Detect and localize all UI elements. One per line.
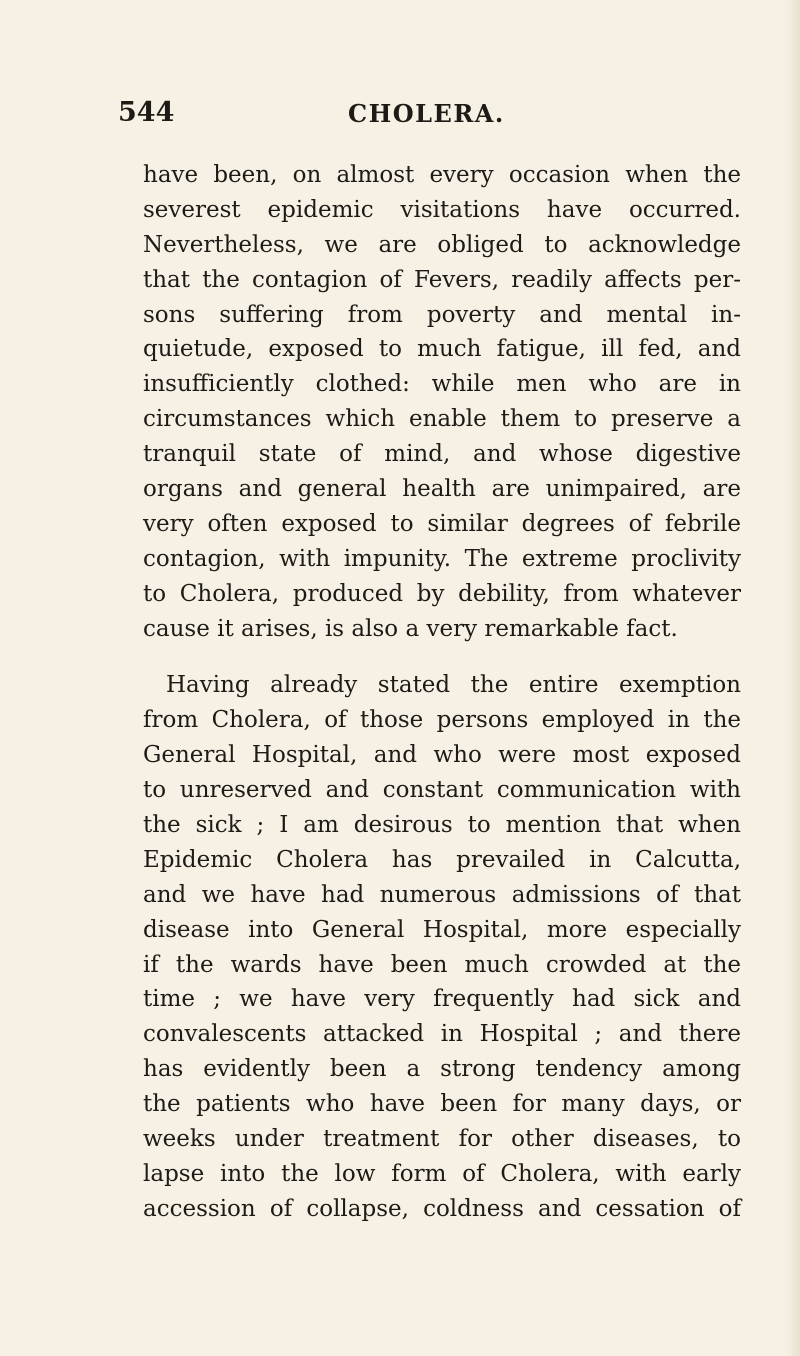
- page-number: 544: [118, 97, 175, 128]
- text-line: convalescents attacked in Hospital ; and there: [143, 1021, 741, 1048]
- text-line: cause it arises, is also a very remarkable fact.: [143, 615, 678, 642]
- text-line: sons suffering from poverty and mental in-: [143, 301, 741, 328]
- text-line: Epidemic Cholera has prevailed in Calcutta,: [143, 846, 741, 873]
- text-line: organs and general health are unimpaired, are: [143, 476, 741, 503]
- text-line: the sick ; I am desirous to mention that when: [143, 812, 741, 839]
- text-line: weeks under treatment for other diseases, to: [143, 1126, 741, 1153]
- text-line: tranquil state of mind, and whose digestive: [143, 441, 741, 468]
- text-line: very often exposed to similar degrees of febrile: [143, 510, 741, 537]
- page-header: [118, 97, 718, 137]
- text-line: contagion, with impunity. The extreme proclivity: [143, 545, 741, 572]
- text-line: circumstances which enable them to preserve a: [143, 406, 741, 433]
- text-line: if the wards have been much crowded at the: [143, 951, 741, 978]
- text-line: to unreserved and constant communication with: [143, 777, 741, 804]
- text-line: severest epidemic visitations have occurred.: [143, 196, 741, 223]
- running-head: CHOLERA.: [348, 99, 505, 128]
- text-line: that the contagion of Fevers, readily affects per-: [143, 266, 741, 293]
- text-line: General Hospital, and who were most exposed: [143, 742, 741, 769]
- paragraph: [143, 158, 741, 646]
- paragraph-gap: [143, 646, 741, 668]
- text-line: lapse into the low form of Cholera, with early: [143, 1160, 741, 1187]
- text-line: disease into General Hospital, more especially: [143, 916, 741, 943]
- text-line: Having already stated the entire exemption: [166, 672, 741, 699]
- text-line: Nevertheless, we are obliged to acknowledge: [143, 231, 741, 258]
- text-line: time ; we have very frequently had sick and: [143, 986, 741, 1013]
- text-line: from Cholera, of those persons employed in the: [143, 707, 741, 734]
- text-line: to Cholera, produced by debility, from whatever: [143, 580, 741, 607]
- text-line: have been, on almost every occasion when the: [143, 162, 741, 188]
- paragraph: [143, 668, 741, 1226]
- text-line: the patients who have been for many days, or: [143, 1091, 741, 1118]
- text-line: has evidently been a strong tendency among: [143, 1056, 741, 1083]
- body-text: [143, 158, 741, 1227]
- text-line: and we have had numerous admissions of that: [143, 881, 741, 908]
- text-line: insufficiently clothed: while men who are in: [143, 371, 741, 398]
- text-line: accession of collapse, coldness and cessation of: [143, 1195, 741, 1222]
- page-edge: [786, 0, 800, 1356]
- text-line: quietude, exposed to much fatigue, ill fed, and: [143, 336, 741, 363]
